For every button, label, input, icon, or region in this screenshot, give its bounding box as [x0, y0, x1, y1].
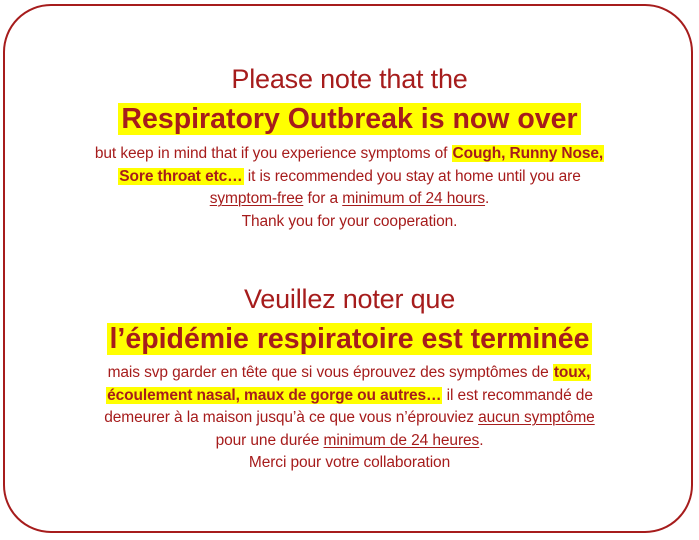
french-symptoms-highlight-1: toux, — [553, 364, 591, 381]
french-thanks: Merci pour votre collaboration — [248, 454, 451, 471]
english-line-4 — [0, 211, 699, 234]
french-line-5 — [0, 452, 699, 475]
french-intro-text: Veuillez noter que — [243, 284, 456, 314]
english-headline-text: Respiratory Outbreak is now over — [118, 103, 580, 135]
english-thanks: Thank you for your cooperation. — [241, 212, 458, 230]
english-line-3-text: for a — [303, 190, 343, 207]
english-line-2-text: it is recommended you stay at home until you are — [243, 167, 581, 185]
english-line-1-text: but keep in mind that if you experience symptoms of — [94, 145, 452, 162]
french-headline-text: l’épidémie respiratoire est terminée — [107, 323, 593, 355]
english-minimum-duration: minimum of 24 hours — [342, 190, 486, 207]
french-line-2-text: il est recommandé de — [442, 386, 593, 404]
french-symptoms-highlight-2: écoulement nasal, maux de gorge ou autres… — [107, 386, 442, 404]
french-line-4-text: pour une durée — [215, 431, 324, 449]
english-line-3 — [0, 188, 699, 211]
english-headline — [0, 102, 699, 136]
french-headline — [0, 322, 699, 356]
french-body — [0, 362, 699, 475]
english-symptoms-highlight-1: Cough, Runny Nose, — [452, 145, 604, 162]
french-line-1-text: mais svp garder en tête que si vous éprouvez des symptômes de — [107, 364, 553, 381]
english-symptom-free: symptom-free — [209, 190, 304, 207]
french-line-4 — [0, 430, 699, 453]
french-line-3-text: demeurer à la maison jusqu’à ce que vous n’éprouviez — [104, 409, 479, 426]
english-line-2 — [0, 166, 699, 189]
french-line-2 — [0, 385, 699, 408]
french-intro — [0, 284, 699, 314]
french-line-3 — [0, 407, 699, 430]
english-intro — [0, 64, 699, 94]
english-intro-text: Please note that the — [231, 64, 468, 94]
french-line-4-end: . — [479, 431, 484, 449]
french-line-1 — [0, 362, 699, 385]
english-line-1 — [0, 143, 699, 166]
english-line-3-end: . — [485, 190, 490, 207]
english-body — [0, 143, 699, 233]
french-no-symptom: aucun symptôme — [478, 409, 595, 426]
french-minimum-duration: minimum de 24 heures — [323, 431, 480, 449]
english-symptoms-highlight-2: Sore throat etc… — [119, 167, 243, 185]
